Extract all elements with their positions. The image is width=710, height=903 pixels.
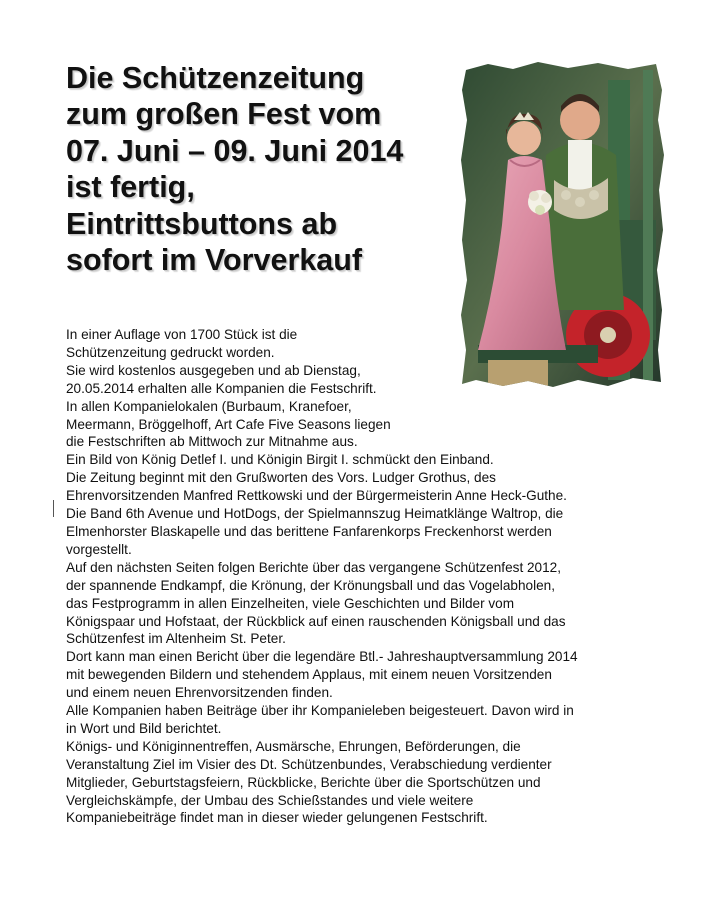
body-line: Alle Kompanien haben Beiträge über ihr Kompanieleben beigesteuert. Davon wird in (66, 703, 574, 719)
body-line: Dort kann man einen Bericht über die legendäre Btl.- Jahreshauptversammlung 2014 (66, 649, 578, 665)
article-body (66, 326, 646, 827)
body-line: 20.05.2014 erhalten alle Kompanien die Festschrift. (66, 380, 377, 396)
body-line: Schützenfest im Altenheim St. Peter. (66, 631, 286, 647)
body-line: Königspaar und Hofstaat, der Rückblick auf einen rauschenden Königsball und das (66, 613, 566, 629)
headline-line: ist fertig, (66, 170, 195, 205)
body-line: in Wort und Bild berichtet. (66, 720, 222, 736)
body-line: In allen Kompanielokalen (Burbaum, Kranefoer, (66, 398, 352, 414)
headline-line: zum großen Fest vom (66, 97, 382, 132)
headline (66, 60, 466, 278)
body-line: Meermann, Bröggelhoff, Art Cafe Five Seasons liegen (66, 416, 391, 432)
body-line: Elmenhorster Blaskapelle und das berittene Fanfarenkorps Freckenhorst werden (66, 523, 552, 539)
body-line: mit bewegenden Bildern und stehendem Applaus, mit einem neuen Vorsitzenden (66, 667, 552, 683)
body-line: vorgestellt. (66, 541, 132, 557)
body-line: der spannende Endkampf, die Krönung, der Krönungsball und das Vogelabholen, (66, 577, 555, 593)
body-line: Veranstaltung Ziel im Visier des Dt. Schützenbundes, Verabschiedung verdienter (66, 756, 552, 772)
body-line: die Festschriften ab Mittwoch zur Mitnahme aus. (66, 434, 358, 450)
headline-line: Die Schützenzeitung (66, 61, 365, 95)
body-line: In einer Auflage von 1700 Stück ist die (66, 327, 298, 342)
body-line: Kompaniebeiträge findet man in dieser wieder gelungenen Festschrift. (66, 810, 488, 826)
body-line: das Festprogramm in allen Einzelheiten, viele Geschichten und Bilder vom (66, 595, 515, 611)
headline-line: Eintrittsbuttons ab (66, 206, 338, 241)
body-line: Schützenzeitung gedruckt worden. (66, 344, 275, 360)
body-line: Sie wird kostenlos ausgegeben und ab Dienstag, (66, 362, 361, 378)
body-line: und einem neuen Ehrenvorsitzenden finden. (66, 685, 333, 701)
body-line: Königs- und Königinnentreffen, Ausmärsche, Ehrungen, Beförderungen, die (66, 738, 521, 754)
body-line: Die Zeitung beginnt mit den Grußworten des Vors. Ludger Grothus, des (66, 470, 496, 486)
body-line: Ein Bild von König Detlef I. und Königin Birgit I. schmückt den Einband. (66, 452, 494, 468)
body-line: Ehrenvorsitzenden Manfred Rettkowski und der Bürgermeisterin Anne Heck-Guthe. (66, 488, 567, 504)
headline-line: 07. Juni – 09. Juni 2014 (66, 133, 404, 168)
text-cursor (53, 500, 54, 517)
body-line: Auf den nächsten Seiten folgen Berichte über das vergangene Schützenfest 2012, (66, 559, 562, 575)
headline-line: sofort im Vorverkauf (66, 243, 363, 278)
body-line: Vergleichskämpfe, der Umbau des Schießstandes und viele weitere (66, 792, 474, 808)
body-line: Mitglieder, Geburtstagsfeiern, Rückblicke, Berichte über die Sportschützen und (66, 774, 541, 790)
body-line: Die Band 6th Avenue und HotDogs, der Spielmannszug Heimatklänge Waltrop, die (66, 506, 564, 522)
